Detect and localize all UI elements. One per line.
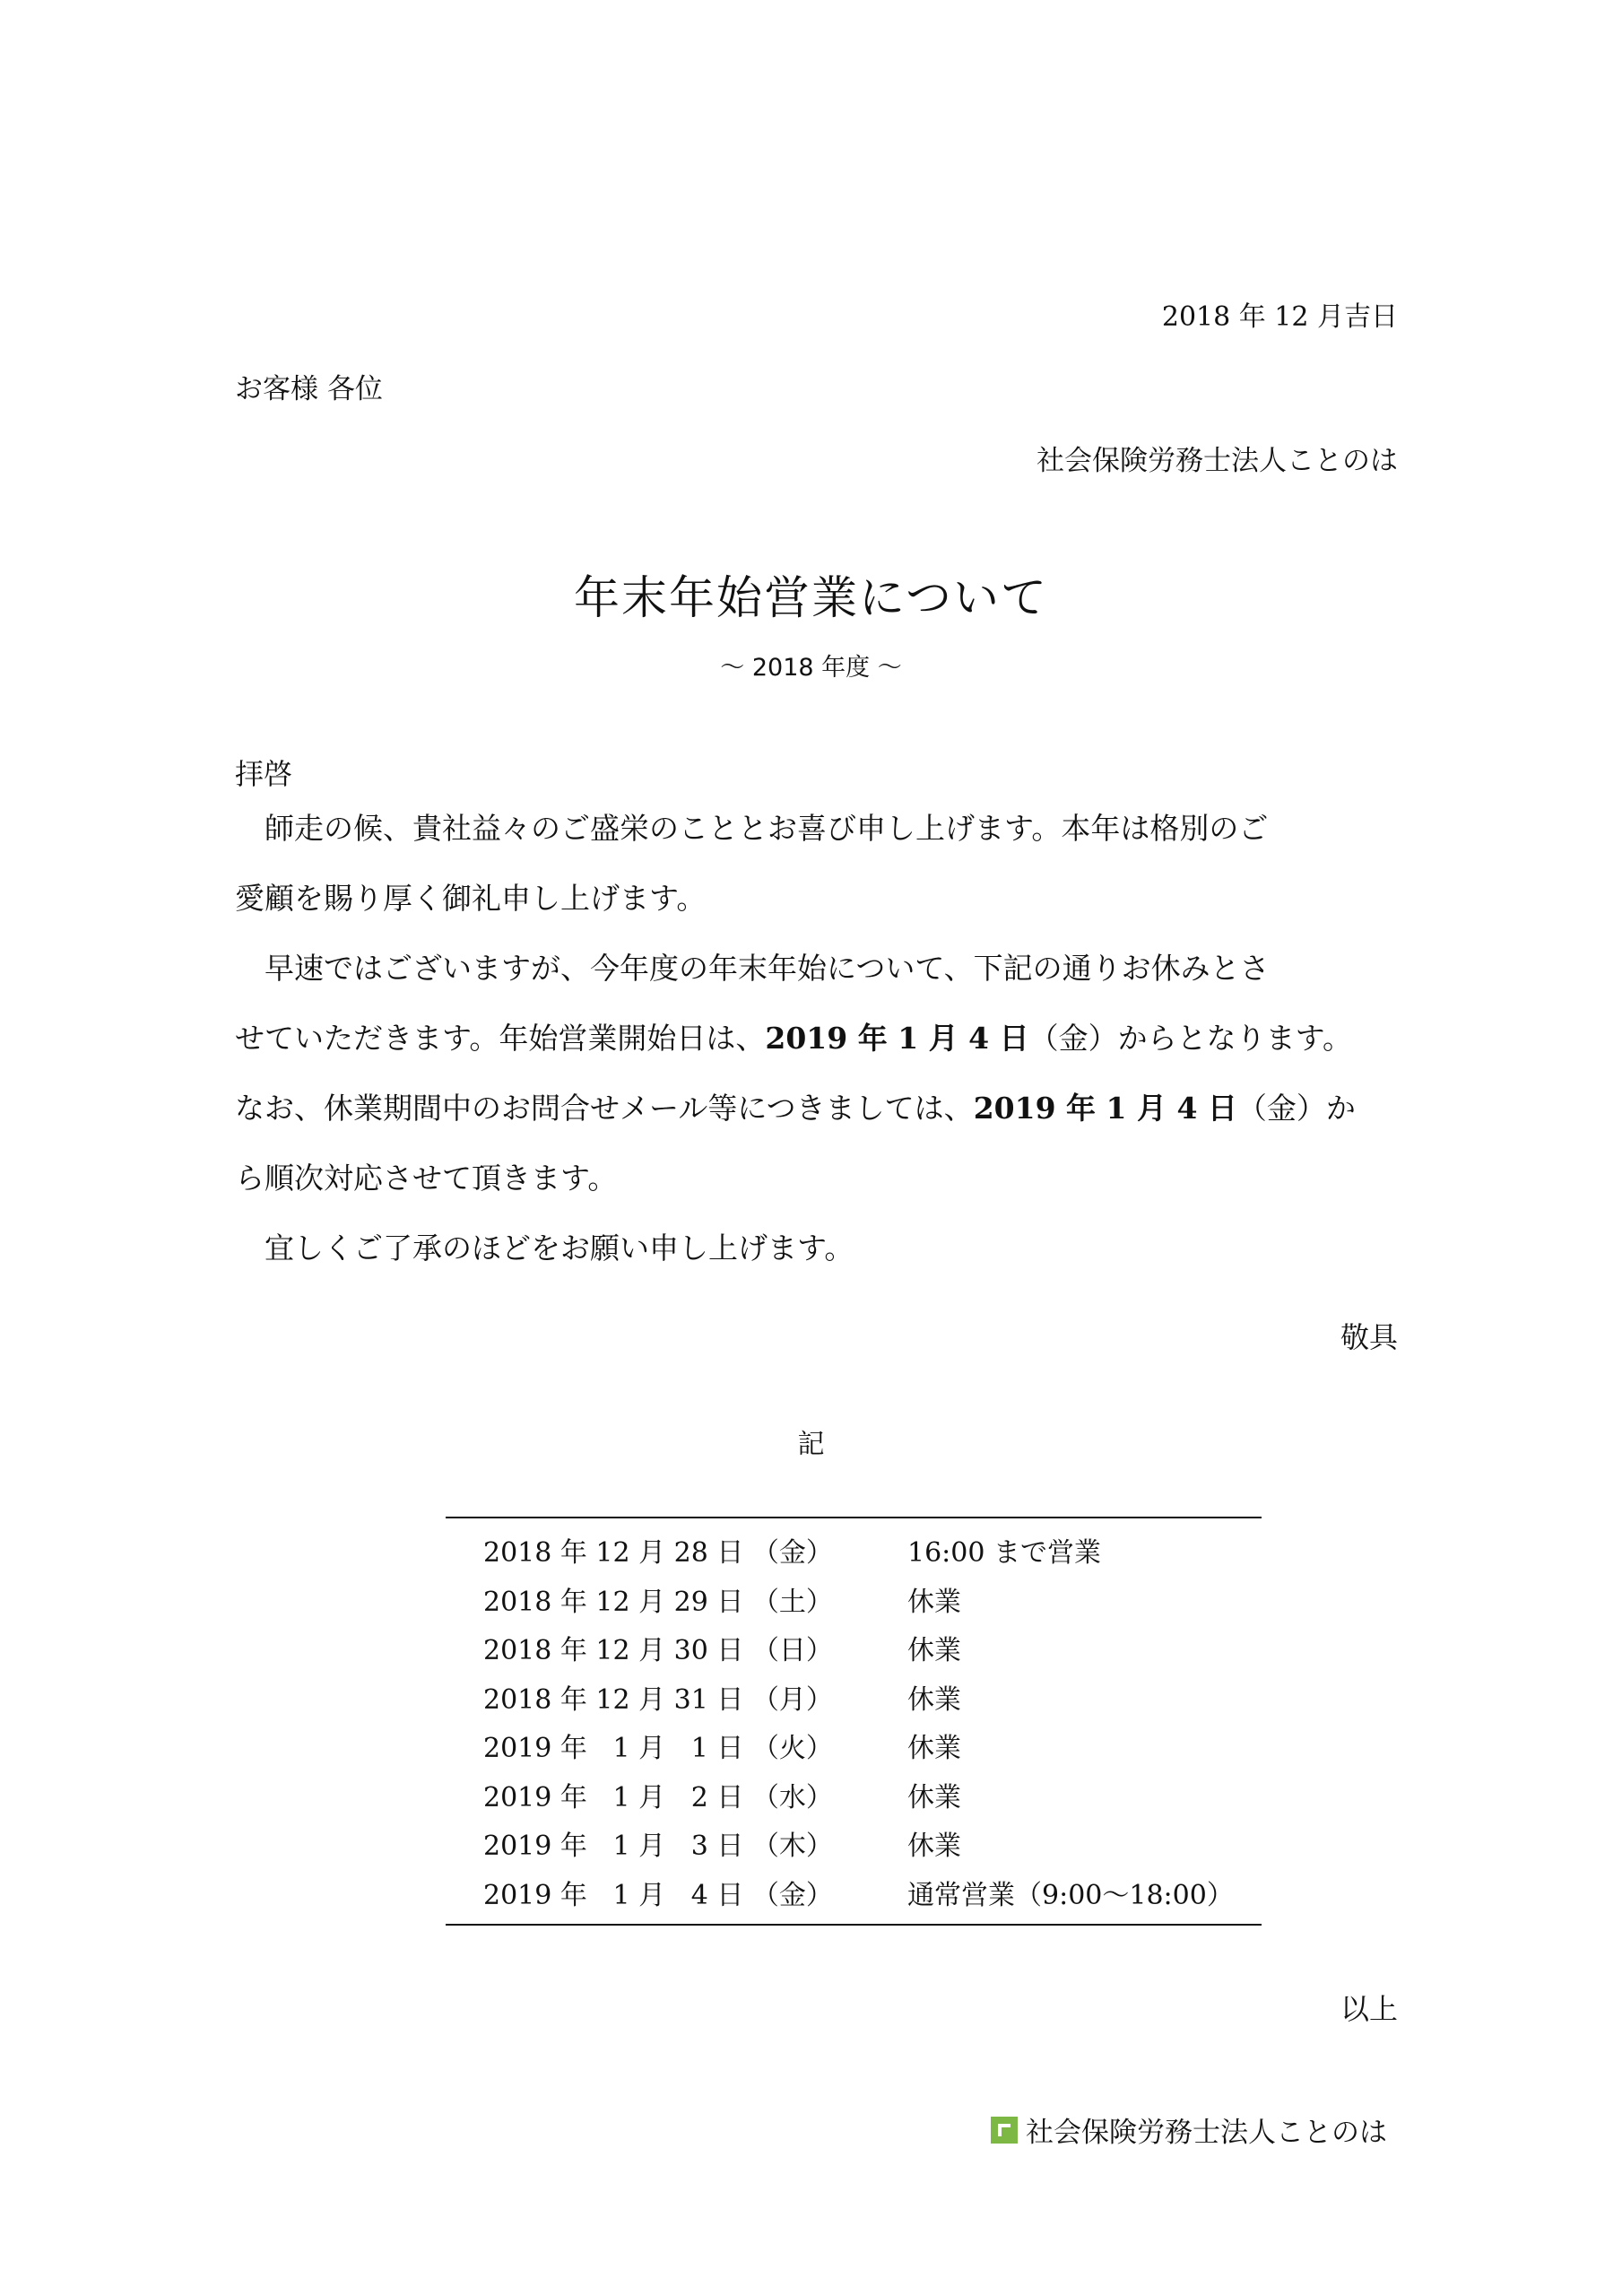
paragraph-2-line-4: ら順次対応させて頂きます。 — [235, 1161, 618, 1196]
schedule-date: 2018 年 12 月 29 日 （土） — [483, 1586, 833, 1618]
schedule-table — [446, 1517, 1262, 1926]
letter-body — [235, 794, 1401, 1283]
table-row — [446, 1868, 1262, 1918]
recipient-line: お客様 各位 — [235, 373, 383, 405]
schedule-date: 2019 年 1 月 2 日 （水） — [483, 1781, 833, 1813]
footer-company-name: 社会保険労務士法人ことのは — [1026, 2117, 1387, 2149]
schedule-date: 2019 年 1 月 1 日 （火） — [483, 1733, 833, 1765]
schedule-status: 通常営業（9:00～18:00） — [907, 1879, 1234, 1911]
text-segment: せていただきます。年始営業開始日は、 — [235, 1021, 766, 1056]
company-logo-icon — [991, 2117, 1018, 2144]
text-segment: なお、休業期間中のお問合せメール等につきましては、 — [235, 1091, 974, 1126]
paragraph-1-line-1: 師走の候、貴社益々のご盛栄のこととお喜び申し上げます。本年は格別のご — [265, 811, 1269, 846]
schedule-date: 2019 年 1 月 3 日 （木） — [483, 1831, 833, 1863]
letter-opening: 拝啓 — [235, 757, 293, 791]
schedule-date: 2019 年 1 月 4 日 （金） — [483, 1879, 833, 1911]
table-row — [446, 1721, 1262, 1770]
table-row — [446, 1575, 1262, 1624]
page-subtitle: ～ 2018 年度 ～ — [720, 654, 902, 682]
ki-label: 記 — [797, 1429, 825, 1460]
schedule-status: 休業 — [907, 1586, 961, 1618]
schedule-status: 休業 — [907, 1683, 961, 1716]
table-row — [446, 1623, 1262, 1673]
footer-company — [991, 2109, 1387, 2150]
table-row — [446, 1770, 1262, 1820]
schedule-date: 2018 年 12 月 31 日 （月） — [483, 1683, 833, 1716]
letter-closing: 敬具 — [1340, 1320, 1398, 1354]
schedule-status: 休業 — [907, 1635, 961, 1667]
table-row — [446, 1526, 1262, 1575]
page-title: 年末年始営業について — [574, 572, 1048, 625]
sender-line: 社会保険労務士法人ことのは — [1037, 445, 1398, 477]
table-row — [446, 1673, 1262, 1722]
table-row — [446, 1819, 1262, 1868]
schedule-date: 2018 年 12 月 30 日 （日） — [483, 1635, 833, 1667]
paragraph-3-line-1: 宜しくご了承のほどをお願い申し上げます。 — [265, 1231, 854, 1265]
schedule-date: 2018 年 12 月 28 日 （金） — [483, 1537, 833, 1570]
paragraph-1-line-2: 愛顧を賜り厚く御礼申し上げます。 — [235, 881, 707, 916]
schedule-status: 休業 — [907, 1781, 961, 1813]
text-segment: （金）からとなります。 — [1028, 1021, 1352, 1056]
document-date: 2018 年 12 月吉日 — [1161, 301, 1398, 333]
reply-date-text: 2019 年 1 月 4 日 — [973, 1091, 1237, 1126]
paragraph-2-line-3 — [235, 1074, 1401, 1144]
schedule-status: 16:00 まで営業 — [907, 1537, 1101, 1570]
text-segment: （金）か — [1236, 1091, 1356, 1126]
schedule-status: 休業 — [907, 1733, 961, 1765]
schedule-status: 休業 — [907, 1831, 961, 1863]
end-mark: 以上 — [1340, 1992, 1398, 2026]
paragraph-2-line-1: 早速ではございますが、今年度の年末年始について、下記の通りお休みとさ — [265, 951, 1270, 986]
start-date-text: 2019 年 1 月 4 日 — [765, 1021, 1029, 1056]
paragraph-2-line-2 — [235, 1004, 1401, 1074]
